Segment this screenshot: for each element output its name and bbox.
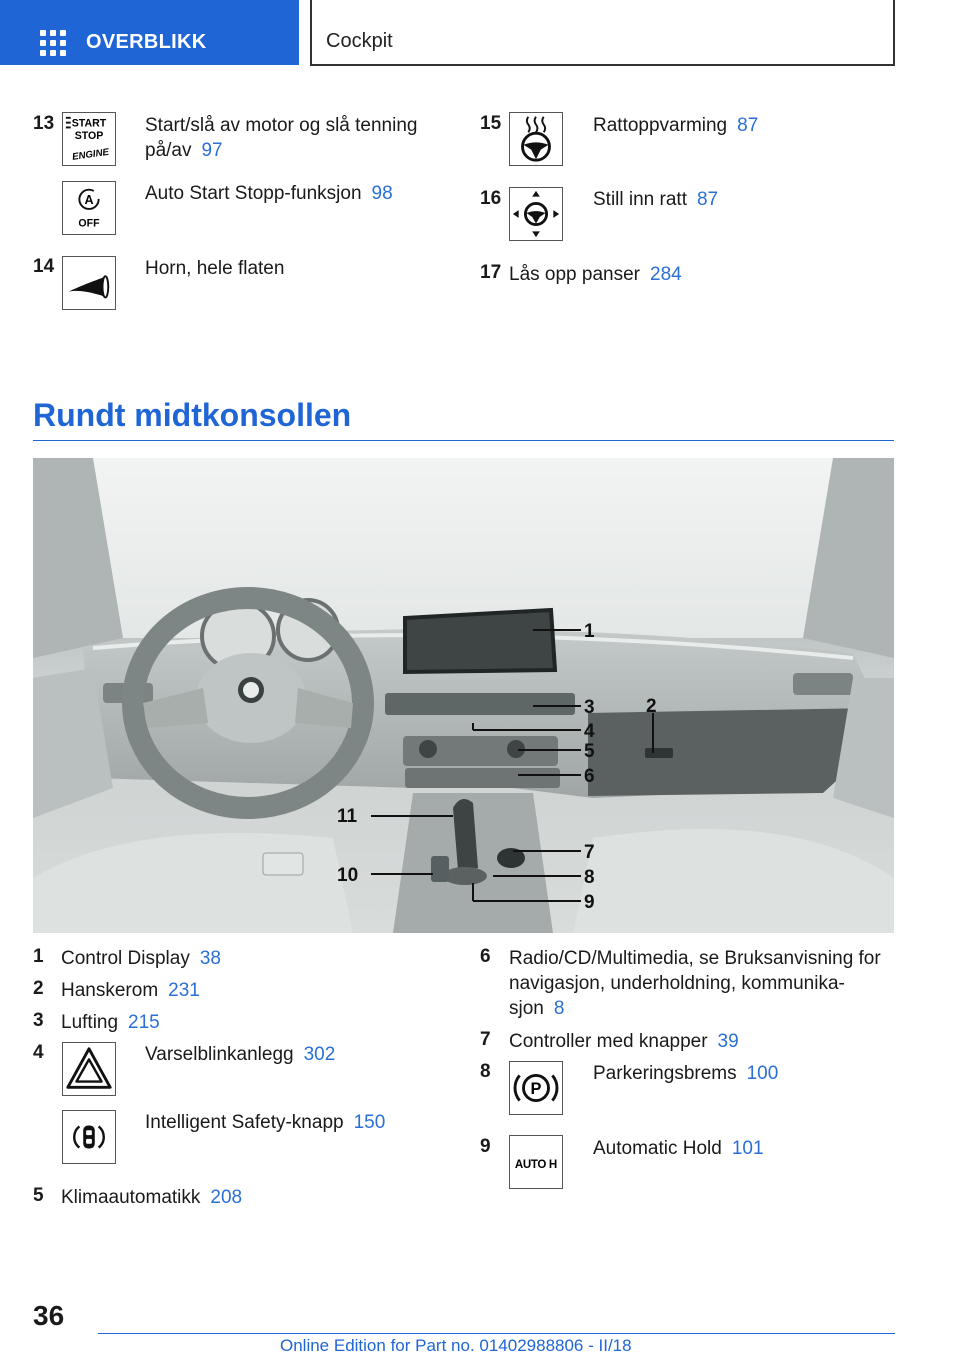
item-climate [61,1185,242,1210]
item-number: 3 [33,1010,44,1031]
entry-text: Horn, hele flaten [145,258,285,279]
start-stop-icon [62,112,116,166]
cockpit-illustration [33,458,894,933]
entry-hood-release [509,262,682,287]
callout-4: 4 [584,721,595,742]
item-text: Automatic Hold [593,1138,722,1159]
overview-tab-label: OVERBLIKK [86,31,207,53]
page-ref-link[interactable]: 87 [737,115,759,136]
entry-text: Start/slå av motor og slå tenning på/av [145,115,418,161]
page-ref-link[interactable]: 87 [696,189,719,210]
callout-8: 8 [584,867,595,888]
item-text: Varselblinkanlegg [145,1044,294,1065]
page-ref-link[interactable]: 8 [553,998,565,1019]
safety-button-icon [62,1110,116,1164]
callout-10: 10 [337,865,359,886]
engine-label: ENGINE [71,146,110,163]
callout-3: 3 [584,697,595,718]
page-ref-link[interactable]: 150 [353,1112,386,1133]
item-number: 1 [33,946,44,967]
page-ref-link[interactable]: 39 [717,1031,739,1052]
entry-steering-heating [593,113,758,138]
entry-horn [145,256,284,281]
item-text: Controller med knapper [509,1031,708,1052]
entry-number: 16 [480,188,502,209]
page-number: 36 [33,1300,65,1331]
item-number: 6 [480,946,491,967]
entry-number: 14 [33,256,55,277]
item-text: Lufting [61,1012,119,1033]
auto-hold-icon [509,1135,563,1189]
entry-number: 13 [33,113,55,134]
page-ref-link[interactable]: 38 [199,948,221,969]
auto-start-stop-icon [62,181,116,235]
header-divider [310,0,312,65]
entry-text: Still inn ratt [593,189,687,210]
parking-letter: P [530,1079,542,1098]
section-rule [33,440,894,441]
item-text-line: Radio/CD/Multimedia, se Bruksanvisning for [509,948,881,969]
steering-heating-icon [509,112,563,166]
callout-7: 7 [584,842,595,863]
item-glovebox [61,978,200,1003]
entry-text: Rattoppvarming [593,115,728,136]
item-number: 4 [33,1042,44,1063]
header-border-right [893,0,895,65]
page-ref-link[interactable]: 101 [731,1138,764,1159]
page-ref-link[interactable]: 100 [746,1063,779,1084]
steering-adjust-icon [509,187,563,241]
item-text-line: navigasjon, underholdning, kommunika- [509,973,845,994]
page-ref-link[interactable]: 208 [210,1187,243,1208]
entry-start-stop [145,113,435,163]
footer-edition: Online Edition for Part no. 01402988806 - II/18 [280,1336,632,1355]
item-text: Intelligent Safety-knapp [145,1112,344,1133]
callout-6: 6 [584,766,595,787]
item-number: 9 [480,1136,491,1157]
start-label: START [71,117,107,130]
item-auto-hold [593,1136,764,1161]
item-number: 7 [480,1029,491,1050]
page-ref-link[interactable]: 98 [371,183,393,204]
overview-tab[interactable] [0,0,299,65]
item-text: Klimaautomatikk [61,1187,201,1208]
item-radio-multimedia [509,946,889,1021]
page-ref-link[interactable]: 231 [168,980,200,1001]
item-text: Hanskerom [61,980,159,1001]
item-controller [509,1029,739,1054]
item-number: 2 [33,978,44,999]
item-number: 8 [480,1061,491,1082]
item-number: 5 [33,1185,44,1206]
item-control-display [61,946,221,971]
callout-5: 5 [584,741,595,762]
callout-2: 2 [646,696,657,717]
entry-number: 15 [480,113,502,134]
grid-menu-icon [40,30,66,52]
item-ventilation [61,1010,160,1035]
entry-auto-start-stop [145,181,393,206]
off-label: OFF [78,217,100,230]
item-text-line: sjon [509,998,544,1019]
hazard-warning-icon [62,1042,116,1096]
page-ref-link[interactable]: 97 [201,140,223,161]
callout-1: 1 [584,621,595,642]
auto-letter: A [84,193,94,208]
horn-icon [62,256,116,310]
footer-rule [98,1333,895,1334]
section-title-cockpit: Cockpit [326,30,393,52]
entry-text: Auto Start Stopp-funksjon [145,183,362,204]
item-parking-brake [593,1061,778,1086]
item-hazard-lights [145,1042,335,1067]
entry-steering-adjust [593,187,718,212]
item-text: Control Display [61,948,190,969]
item-safety-button [145,1110,385,1135]
entry-number: 17 [480,262,502,283]
entry-text: Lås opp panser [509,264,640,285]
auto-hold-label: AUTO H [514,1158,558,1171]
page-ref-link[interactable]: 215 [128,1012,160,1033]
stop-label: STOP [74,130,104,142]
parking-brake-icon [509,1061,563,1115]
page-ref-link[interactable]: 284 [650,264,682,285]
section-heading: Rundt midtkonsollen [33,397,352,433]
page-ref-link[interactable]: 302 [303,1044,336,1065]
item-text: Parkeringsbrems [593,1063,737,1084]
header-border-bottom [310,64,895,66]
callout-11: 11 [337,806,358,827]
callout-9: 9 [584,892,595,913]
